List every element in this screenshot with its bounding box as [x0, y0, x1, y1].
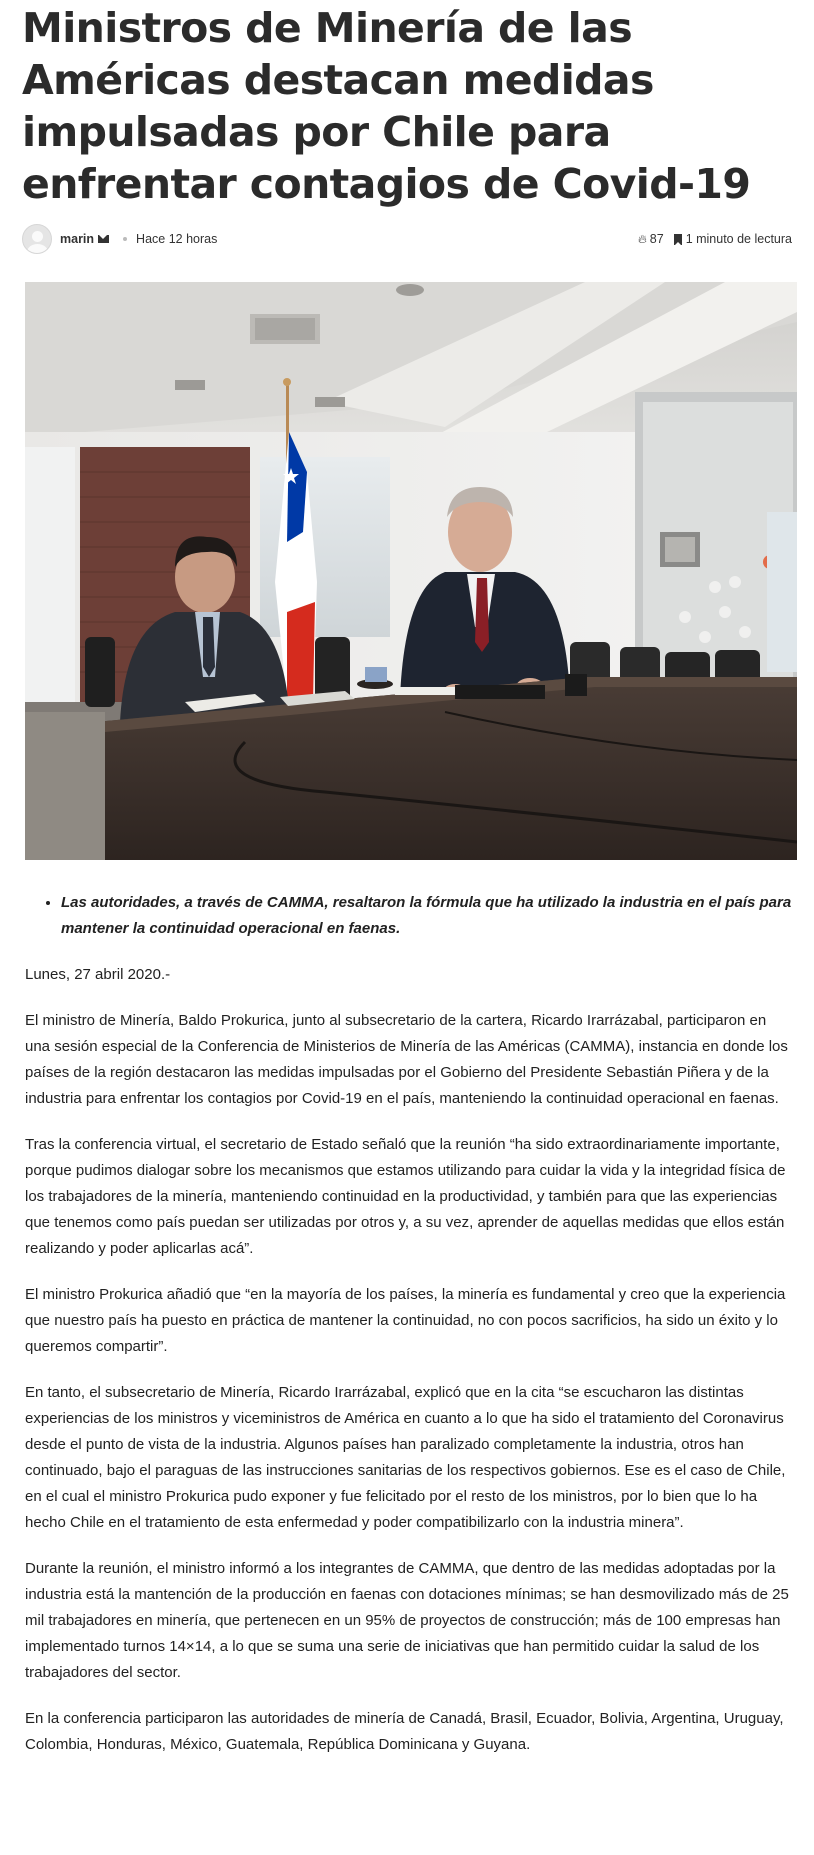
highlight-list: [61, 890, 794, 942]
highlight-item: • Las autoridades, a través de CAMMA, resaltaron la fórmula que ha utilizado la industria en el país para mantener la continuidad operacional en faenas.: [61, 890, 794, 942]
author-avatar[interactable]: [22, 224, 52, 254]
article-paragraph: El ministro Prokurica añadió que “en la mayoría de los países, la minería es fundamental y creo que la experiencia que nuestro país ha puesto en práctica de mantener la continuidad, no con pocos sacrificios, ha sido un éxito y lo queremos compartir”.: [25, 1286, 786, 1355]
post-time: Hace 12 horas: [136, 232, 218, 246]
flame-icon: 🔥︎: [637, 231, 647, 246]
meeting-room-image: [25, 282, 797, 860]
view-count: 87: [649, 232, 664, 246]
article-body: [25, 890, 794, 1758]
article-paragraph: En tanto, el subsecretario de Minería, Ricardo Irarrázabal, explicó que en la cita “se escucharon las distintas experiencias de los ministros y viceministros de América en cuanto a lo que ha sido el tratamiento del Coronavirus desde el punto de vista de la industria. Algunos países han paralizado completamente la industria, otros han continuado, bajo el paraguas de las instrucciones sanitarias de los respectivos gobiernos. Ese es el caso de Chile, en el cual el ministro Prokurica pudo exponer y fue felicitado por el resto de los ministros, por lo bien que lo ha hecho Chile en el tratamiento de esta enfermedad y poder compatibilizarlo con la industria minera”.: [25, 1384, 786, 1531]
bookmark-icon: [674, 234, 682, 245]
article-paragraph: El ministro de Minería, Baldo Prokurica, junto al subsecretario de la cartera, Ricardo Irarrázabal, participaron en una sesión especial de la Conferencia de Ministerios de Minería de las Américas (CAMMA), instancia en donde los países de la región destacaron las medidas impulsadas por el Gobierno del Presidente Sebastián Piñera y de la industria para enfrentar los contagios por Covid-19 en el país, manteniendo la continuidad operacional en faenas.: [25, 1012, 788, 1107]
reading-time: 1 minuto de lectura: [685, 232, 792, 246]
article-paragraph: En la conferencia participaron las autoridades de minería de Canadá, Brasil, Ecuador, Bolivia, Argentina, Uruguay, Colombia, Honduras, México, Guatemala, República Dominicana y Guyana.: [25, 1710, 784, 1753]
article-date: Lunes, 27 abril 2020.-: [25, 966, 171, 983]
article-photo: [25, 282, 797, 860]
separator-dot: [123, 237, 127, 241]
article-paragraph: Tras la conferencia virtual, el secretario de Estado señaló que la reunión “ha sido extraordinariamente importante, porque pudimos dialogar sobre los mecanismos que estamos utilizando para cuidar la vida y la integridad física de los trabajadores de la minería, manteniendo continuidad en la productividad, y también para que las experiencias que tenemos como país puedan ser utilizadas por otros y, a su vez, aprender de aquellas medidas que ellos están realizando y poder aplicarlas acá”.: [25, 1136, 786, 1257]
envelope-icon[interactable]: [98, 235, 109, 243]
article-paragraph: Durante la reunión, el ministro informó a los integrantes de CAMMA, que dentro de las medidas adoptadas por la industria está la mantención de la producción en faenas con dotaciones mínimas; se han desmovilizado más de 25 mil trabajadores en minería, que pertenecen en un 95% de proyectos de construcción; más de 100 empresas han implementado turnos 14×14, a lo que se suma una serie de iniciativas que han permitido cuidar la salud de los trabajadores del sector.: [25, 1560, 789, 1681]
article-meta: [22, 222, 792, 256]
article-title: Ministros de Minería de las Américas destacan medidas impulsadas por Chile para enfrentar contagios de Covid-19: [22, 4, 751, 208]
article-stats: [638, 232, 792, 247]
author-name[interactable]: marin: [60, 232, 95, 246]
